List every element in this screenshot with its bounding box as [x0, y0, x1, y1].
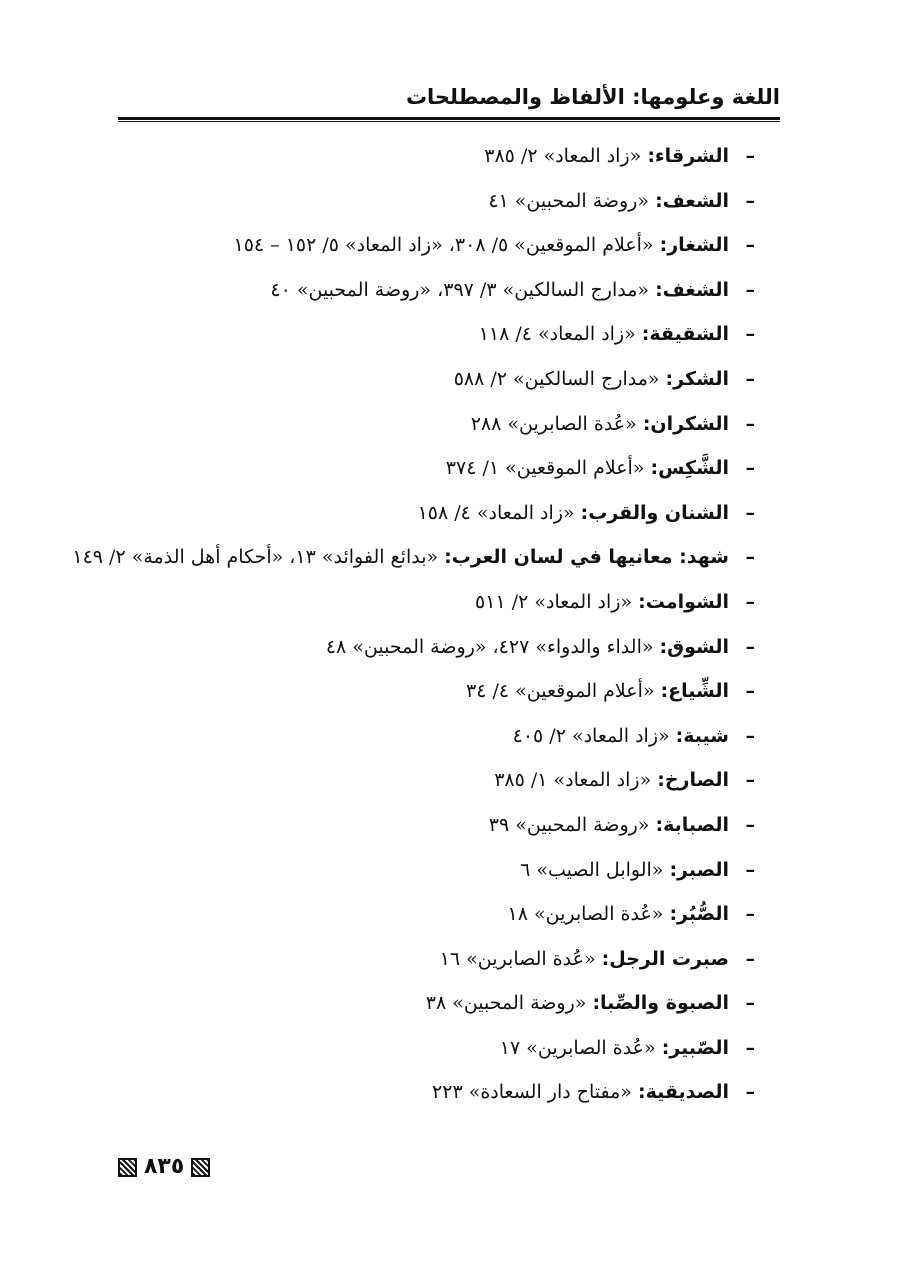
- entry-term: الشوامت:: [638, 590, 729, 613]
- entry-dash: –: [745, 501, 755, 524]
- entry-term: الصبابة:: [655, 813, 729, 836]
- entry-references: «عُدة الصابرين» ١٧: [499, 1036, 656, 1059]
- entry-term: الشكر:: [665, 367, 729, 390]
- list-item: [115, 179, 755, 224]
- entry-references: «مدارج السالكين» ٣/ ٣٩٧، «روضة المحبين» ٤٠: [270, 278, 650, 301]
- entry-dash: –: [745, 278, 755, 301]
- entry-term: الصديقية:: [637, 1081, 729, 1104]
- entry-dash: –: [745, 635, 755, 658]
- page-number: ٨٣٥: [144, 1154, 185, 1179]
- entry-term: شيبة:: [675, 724, 729, 747]
- entry-dash: –: [745, 457, 755, 480]
- entry-references: «روضة المحبين» ٣٩: [488, 813, 650, 836]
- entry-references: «زاد المعاد» ٢/ ٤٠٥: [512, 724, 670, 747]
- entry-dash: –: [745, 769, 755, 792]
- entry-references: «الداء والدواء» ٤٢٧، «روضة المحبين» ٤٨: [325, 635, 654, 658]
- entry-dash: –: [745, 903, 755, 926]
- entry-dash: –: [745, 367, 755, 390]
- entry-term: الشوق:: [659, 635, 729, 658]
- entry-term: الصّبير:: [661, 1036, 729, 1059]
- entry-term: الشِّياع:: [660, 680, 729, 703]
- entry-references: «زاد المعاد» ٢/ ٣٨٥: [484, 145, 642, 167]
- entry-references: «زاد المعاد» ٢/ ٥١١: [475, 590, 633, 613]
- list-item: [115, 803, 755, 848]
- entry-references: «زاد المعاد» ٤/ ١٥٨: [417, 501, 575, 524]
- entry-references: «أعلام الموقعين» ٥/ ٣٠٨، «زاد المعاد» ٥/ ١٥٢ – ١٥٤: [233, 234, 654, 257]
- list-item: [115, 402, 755, 447]
- list-item: [115, 669, 755, 714]
- entry-dash: –: [745, 145, 755, 167]
- list-item: [115, 892, 755, 937]
- entry-term: صبرت الرجل:: [601, 947, 729, 970]
- list-item: [115, 491, 755, 536]
- entry-term: شهد: معانيها في لسان العرب:: [444, 546, 729, 569]
- entry-references: «الوابل الصيب» ٦: [520, 858, 664, 881]
- entry-dash: –: [745, 234, 755, 257]
- entry-references: «مفتاح دار السعادة» ٢٢٣: [432, 1081, 632, 1104]
- entry-dash: –: [745, 546, 755, 569]
- entry-dash: –: [745, 189, 755, 212]
- entry-references: «عُدة الصابرين» ٢٨٨: [470, 412, 637, 435]
- page-footer: [118, 1152, 210, 1182]
- entry-dash: –: [745, 590, 755, 613]
- list-item: [115, 848, 755, 893]
- list-item: [115, 446, 755, 491]
- list-item: [115, 312, 755, 357]
- index-entry-list: [72, 134, 755, 1115]
- entry-dash: –: [745, 680, 755, 703]
- list-item: [115, 134, 755, 179]
- entry-references: «عُدة الصابرين» ١٨: [507, 903, 664, 926]
- list-item: [115, 357, 755, 402]
- entry-term: الصارخ:: [657, 769, 729, 792]
- entry-references: «روضة المحبين» ٣٨: [425, 992, 587, 1015]
- entry-term: الشَّكِس:: [650, 457, 729, 480]
- list-item: [115, 981, 755, 1026]
- list-item: [115, 758, 755, 803]
- entry-references: «زاد المعاد» ١/ ٣٨٥: [494, 769, 652, 792]
- entry-references: «بدائع الفوائد» ١٣، «أحكام أهل الذمة» ٢/ ١٤٩: [72, 546, 439, 569]
- entry-term: الشنان والقرب:: [580, 501, 729, 524]
- entry-term: الشغف:: [655, 278, 729, 301]
- list-item: [72, 535, 755, 580]
- entry-term: الصبوة والصِّبا:: [592, 992, 729, 1015]
- entry-references: «أعلام الموقعين» ١/ ٣٧٤: [445, 457, 645, 480]
- entry-dash: –: [745, 323, 755, 346]
- list-item: [115, 1026, 755, 1071]
- entry-dash: –: [745, 1081, 755, 1104]
- entry-dash: –: [745, 947, 755, 970]
- header-divider: [118, 117, 780, 122]
- entry-dash: –: [745, 992, 755, 1015]
- list-item: [115, 937, 755, 982]
- entry-term: الشكران:: [642, 412, 729, 435]
- entry-term: الشقيقة:: [641, 323, 729, 346]
- page-title: اللغة وعلومها: الألفاظ والمصطلحات: [405, 85, 780, 109]
- entry-references: «روضة المحبين» ٤١: [488, 189, 650, 212]
- entry-dash: –: [745, 724, 755, 747]
- entry-term: الشغار:: [659, 234, 729, 257]
- running-header: [120, 82, 780, 112]
- list-item: [115, 268, 755, 313]
- entry-references: «عُدة الصابرين» ١٦: [439, 947, 596, 970]
- entry-references: «أعلام الموقعين» ٤/ ٣٤: [466, 680, 655, 703]
- entry-term: الشعف:: [655, 189, 729, 212]
- list-item: [115, 1070, 755, 1115]
- ornament-icon: [191, 1158, 210, 1177]
- entry-dash: –: [745, 813, 755, 836]
- entry-dash: –: [745, 858, 755, 881]
- entry-term: الشرقاء:: [647, 145, 729, 167]
- list-item: [115, 714, 755, 759]
- entry-references: «زاد المعاد» ٤/ ١١٨: [478, 323, 636, 346]
- entry-term: الصبر:: [669, 858, 729, 881]
- list-item: [115, 580, 755, 625]
- ornament-icon: [118, 1158, 137, 1177]
- entry-references: «مدارج السالكين» ٢/ ٥٨٨: [453, 367, 660, 390]
- entry-dash: –: [745, 1036, 755, 1059]
- entry-dash: –: [745, 412, 755, 435]
- entry-term: الصُّبُر:: [669, 903, 729, 926]
- list-item: [115, 625, 755, 670]
- list-item: [115, 223, 755, 268]
